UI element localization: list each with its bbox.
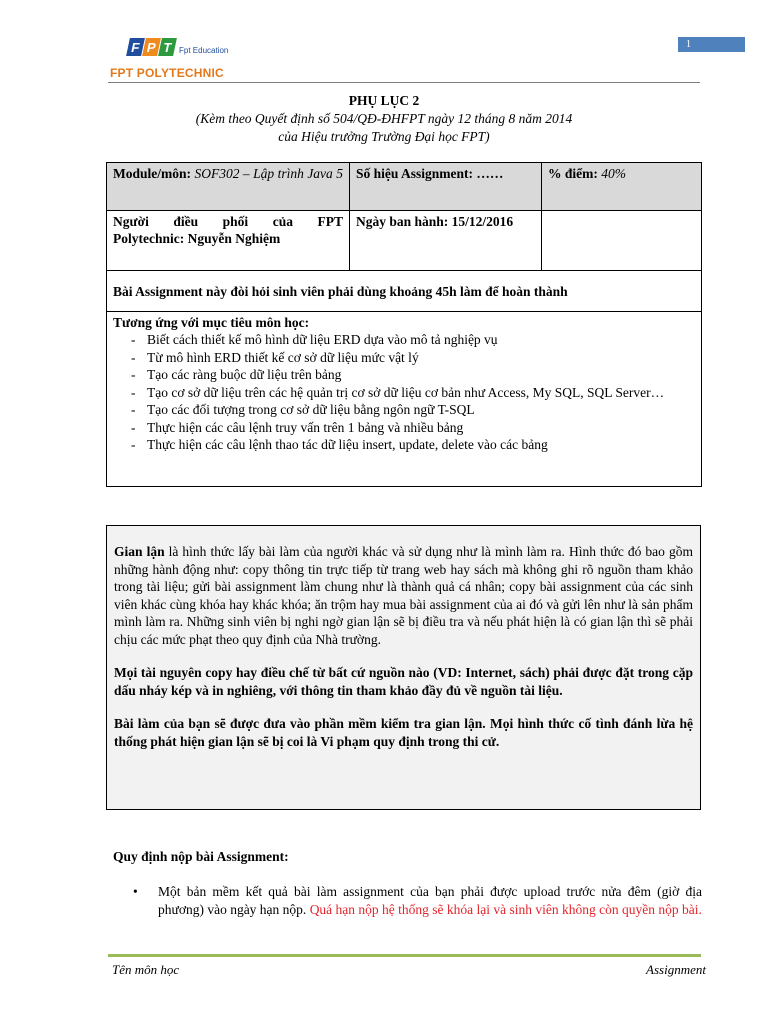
submission-warning: Quá hạn nộp hệ thống sẽ khóa lại và sinh viên không còn quyền nộp bài. bbox=[309, 901, 702, 917]
module-value: SOF302 – Lập trình Java 5 bbox=[194, 166, 344, 181]
coordinator-line2: Polytechnic: Nguyễn Nghiệm bbox=[113, 231, 281, 246]
module-cell bbox=[107, 163, 350, 211]
assignment-info-table bbox=[106, 162, 702, 487]
list-item: - Thực hiện các câu lệnh thao tác dữ liệu insert, update, delete vào các bảng bbox=[131, 436, 695, 454]
score-label: % điểm: bbox=[548, 166, 598, 181]
table-row bbox=[107, 211, 702, 271]
table-row bbox=[107, 312, 702, 487]
fpt-logo bbox=[128, 34, 228, 60]
table-row bbox=[107, 163, 702, 211]
org-name: FPT POLYTECHNIC bbox=[110, 66, 224, 80]
footer-doc-type: Assignment bbox=[646, 962, 706, 977]
submission-rule-text: Một bản mềm kết quả bài làm assignment của bạn phải được upload trước nửa đêm (giờ địa phương) vào ngày hạn nộp. bbox=[158, 884, 702, 917]
appendix-subtitle-line2: của Hiệu trưởng Trường Đại học FPT) bbox=[278, 129, 490, 144]
list-item: - Thực hiện các câu lệnh truy vấn trên 1 bảng và nhiều bảng bbox=[131, 419, 695, 437]
appendix-subtitle-line1: (Kèm theo Quyết định số 504/QĐ-ĐHFPT ngày 12 tháng 8 năm 2014 bbox=[195, 111, 573, 126]
objectives-cell bbox=[107, 312, 702, 487]
objectives-list bbox=[113, 331, 695, 454]
table-row bbox=[107, 271, 702, 312]
list-item: - Từ mô hình ERD thiết kế cơ sở dữ liệu mức vật lý bbox=[131, 349, 695, 367]
logo-tagline: Fpt Education bbox=[179, 45, 229, 55]
citation-rule: Mọi tài nguyên copy hay điều chế từ bất cứ nguồn nào (VD: Internet, sách) phải được đặt trong cặp dấu nháy kép và in nghiêng, với thông tin tham khảo đầy đủ về nguồn tài liệu. bbox=[114, 665, 693, 698]
plagiarism-term: Gian lận bbox=[114, 544, 165, 559]
objectives-heading: Tương ứng với mục tiêu môn học: bbox=[113, 315, 310, 330]
duration-text: Bài Assignment này đòi hỏi sinh viên phải dùng khoảng 45h làm để hoàn thành bbox=[113, 283, 568, 299]
list-item: - Tạo các đối tượng trong cơ sở dữ liệu bằng ngôn ngữ T-SQL bbox=[131, 401, 695, 419]
coordinator-line1: Người điều phối của FPT bbox=[113, 214, 343, 229]
issue-date: Ngày ban hành: 15/12/2016 bbox=[356, 214, 514, 229]
footer-divider bbox=[108, 954, 701, 957]
module-label: Module/môn: bbox=[113, 166, 192, 181]
score-cell bbox=[542, 163, 702, 211]
assignment-number-cell bbox=[350, 163, 542, 211]
logo-letter-f: F bbox=[126, 38, 145, 56]
header-divider bbox=[108, 82, 700, 83]
list-item: - Tạo các ràng buộc dữ liệu trên bảng bbox=[131, 366, 695, 384]
issue-date-cell bbox=[350, 211, 542, 271]
list-item: - Tạo cơ sở dữ liệu trên các hệ quản trị cơ sở dữ liệu cơ bản như Access, My SQL, SQL Server… bbox=[131, 384, 695, 402]
footer-course-name: Tên môn học bbox=[112, 962, 180, 977]
plagiarism-check-rule: Bài làm của bạn sẽ được đưa vào phần mềm kiểm tra gian lận. Mọi hình thức cố tình đánh lừa hệ thống phát hiện gian lận sẽ bị coi là Vi phạm quy định trong thi cử. bbox=[114, 716, 693, 749]
fpt-logo-mark bbox=[128, 38, 175, 56]
logo-letter-t: T bbox=[158, 38, 177, 56]
logo-letter-p: P bbox=[142, 38, 161, 56]
bullet-icon: • bbox=[133, 884, 138, 899]
plagiarism-notice-box bbox=[106, 525, 701, 810]
plagiarism-definition-text: là hình thức lấy bài làm của người khác và sử dụng như là mình làm ra. Hình thức đó bao gồm những hành động như: copy thông tin trực tiếp từ trang web hay sách mà không ghi rõ nguồn tham khảo trong tài liệu; gửi bài assignment làm chung như là thành quả cá nhân; copy bài assignment của các sinh viên khác cùng khóa hay khác khóa; ăn trộm hay mua bài assignment của ai đó và gửi lên như là sản phẩm mình làm ra. Những sinh viên bị nghi ngờ gian lận sẽ bị điều tra và nếu phát hiện là có gian lận thì sẽ phải chịu các mức phạt theo quy định của Nhà trường. bbox=[114, 544, 693, 647]
submission-heading: Quy định nộp bài Assignment: bbox=[113, 849, 289, 864]
score-value: 40% bbox=[601, 166, 626, 181]
page-number-badge: 1 bbox=[678, 37, 745, 52]
duration-cell bbox=[107, 271, 702, 312]
appendix-title: PHỤ LỤC 2 bbox=[348, 93, 420, 108]
empty-cell bbox=[542, 211, 702, 271]
coordinator-cell bbox=[107, 211, 350, 271]
submission-rule-item bbox=[133, 883, 702, 918]
list-item: - Biết cách thiết kế mô hình dữ liệu ERD dựa vào mô tả nghiệp vụ bbox=[131, 331, 695, 349]
plagiarism-definition bbox=[114, 543, 693, 648]
assignment-number-label: Số hiệu Assignment: …… bbox=[356, 166, 504, 181]
